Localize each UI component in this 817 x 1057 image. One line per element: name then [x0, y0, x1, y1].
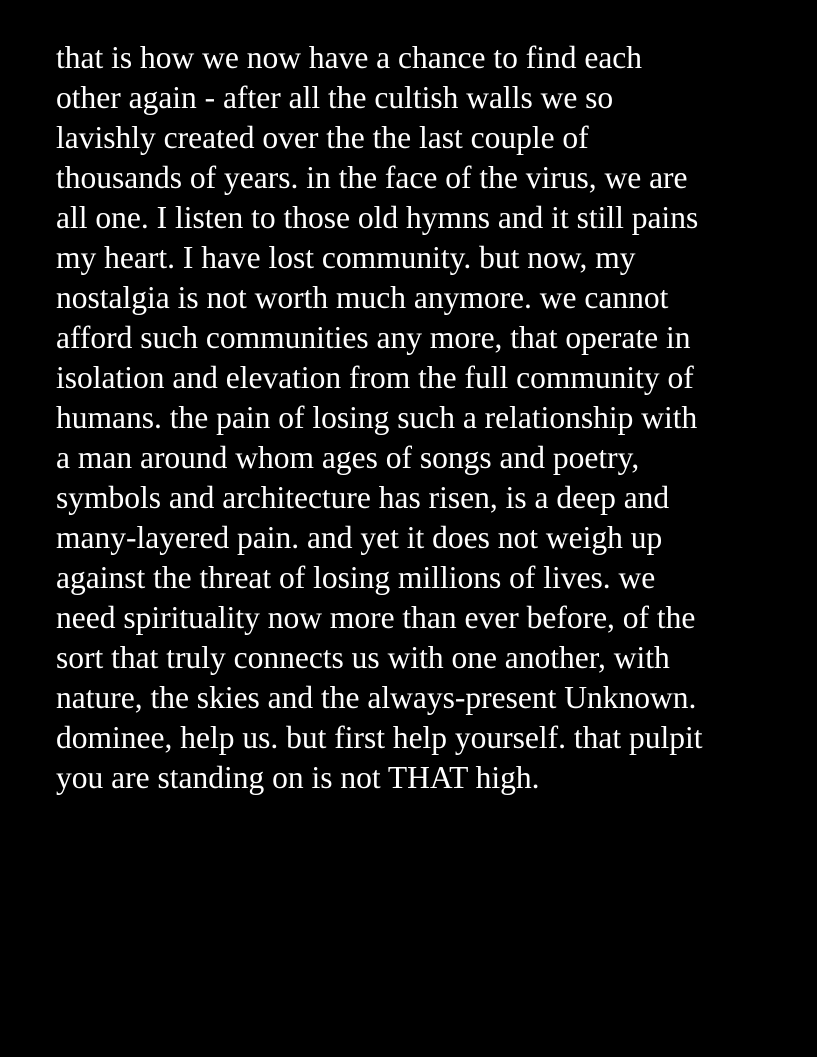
text-line: dominee, help us. but first help yourself. that pulpit — [56, 720, 703, 755]
text-line: my heart. I have lost community. but now, my — [56, 240, 636, 275]
text-line: lavishly created over the the last couple of — [56, 120, 589, 155]
text-line: against the threat of losing millions of lives. we — [56, 560, 656, 595]
text-line: many-layered pain. and yet it does not weigh up — [56, 520, 663, 555]
body-text — [56, 38, 796, 798]
text-line: humans. the pain of losing such a relationship with — [56, 400, 698, 435]
text-line: other again - after all the cultish walls we so — [56, 80, 614, 115]
text-line: need spirituality now more than ever before, of the — [56, 600, 696, 635]
text-line: thousands of years. in the face of the virus, we are — [56, 160, 688, 195]
text-line: you are standing on is not THAT high. — [56, 760, 540, 795]
text-line: that is how we now have a chance to find each — [56, 40, 643, 75]
text-line: afford such communities any more, that operate in — [56, 320, 691, 355]
text-line: nature, the skies and the always-present Unknown. — [56, 680, 697, 715]
text-line: symbols and architecture has risen, is a deep and — [56, 480, 670, 515]
text-line: all one. I listen to those old hymns and it still pains — [56, 200, 699, 235]
text-line: isolation and elevation from the full community of — [56, 360, 694, 395]
text-line: a man around whom ages of songs and poetry, — [56, 440, 640, 475]
text-line: sort that truly connects us with one another, with — [56, 640, 670, 675]
text-line: nostalgia is not worth much anymore. we cannot — [56, 280, 669, 315]
